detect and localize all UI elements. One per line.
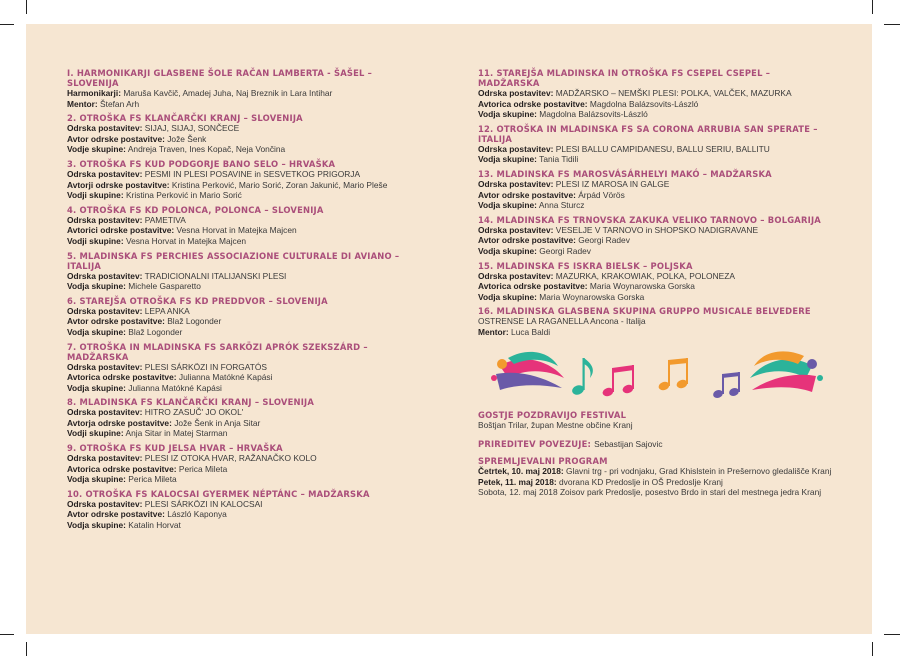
crop-mark	[26, 0, 27, 14]
info-value: MAZURKA, KRAKOWIAK, POLKA, POLONEZA	[555, 270, 735, 281]
info-row	[478, 246, 833, 257]
crop-mark	[872, 642, 873, 656]
info-value: Maria Woynarowska Gorska	[539, 291, 645, 302]
info-label: Avtor odrske postavitve:	[67, 509, 165, 520]
info-value: Georgi Radev	[578, 235, 630, 246]
ensemble-entry	[478, 68, 833, 120]
info-label: Odrska postavitev:	[478, 224, 554, 235]
info-value: OSTRENSE LA RAGANELLA Ancona - Italija	[478, 316, 646, 327]
info-value: SIJAJ, SIJAJ, SONČECE	[144, 123, 240, 134]
info-row	[478, 477, 833, 488]
crop-mark	[884, 24, 900, 25]
ensemble-list-right	[478, 68, 833, 338]
ensemble-title: 14. MLADINSKA FS TRNOVSKA ZAKUKA VELIKO TARNOVO – BOLGARIJA	[478, 214, 821, 225]
info-value: Maria Woynarowska Gorska	[589, 281, 695, 292]
closing-section	[478, 410, 833, 498]
ensemble-title: PRIREDITEV POVEZUJE:	[478, 439, 592, 450]
info-row	[478, 154, 833, 165]
ensemble-entry	[478, 410, 833, 431]
info-value: PLESI BALLU CAMPIDANESU, BALLU SERIU, BALLITU	[555, 143, 770, 154]
crop-mark	[26, 642, 27, 656]
info-row	[67, 190, 423, 201]
info-label: Odrska postavitev:	[67, 453, 143, 464]
info-value: Vesna Horvat in Matejka Majcen	[176, 225, 297, 236]
info-label: Vodja skupine:	[478, 245, 537, 256]
info-row	[67, 474, 423, 485]
ensemble-entry	[67, 397, 423, 439]
ensemble-entry	[67, 443, 423, 485]
info-value: TRADICIONALNI ITALIJANSKI PLESI	[144, 270, 287, 281]
info-label: Mentor:	[67, 98, 98, 109]
info-label: Harmonikarji:	[67, 88, 121, 98]
info-value: Blaž Logonder	[128, 326, 183, 337]
crop-mark	[872, 0, 873, 14]
info-value: MADŽARSKO – NEMŠKI PLESI: POLKA, VALČEK, MAZURKA	[555, 88, 792, 98]
info-label: Vodja skupine:	[67, 474, 126, 485]
info-row	[67, 88, 423, 99]
info-row	[478, 271, 833, 282]
info-label: Avtorja odrske postavitve:	[67, 417, 172, 428]
swirl-right-icon	[750, 351, 823, 392]
ensemble-entry	[478, 124, 833, 165]
info-value: Boštjan Trilar, župan Mestne občine Kranj	[478, 419, 633, 430]
info-value: Tania Tidili	[539, 154, 579, 165]
info-label: Odrska postavitev:	[478, 270, 554, 281]
ensemble-entry	[67, 113, 423, 155]
info-row	[67, 418, 423, 429]
info-value: Katalin Horvat	[128, 520, 181, 531]
info-label: Avtor odrske postavitve:	[478, 189, 576, 200]
info-row	[478, 235, 833, 246]
info-label: Odrska postavitev:	[67, 270, 143, 281]
info-value: Kristina Perković in Mario Sorić	[125, 190, 242, 201]
info-row	[478, 420, 833, 431]
info-label: Vodji skupine:	[67, 428, 124, 439]
info-value: Michele Gasparetto	[128, 281, 201, 292]
info-value: Maruša Kavčič, Amadej Juha, Naj Breznik in Lara Intihar	[123, 88, 333, 98]
info-row	[478, 292, 833, 303]
decoration-graphic	[478, 344, 833, 404]
info-label: Mentor:	[478, 326, 509, 337]
info-row	[67, 123, 423, 134]
info-row	[67, 327, 423, 338]
ensemble-entry	[478, 169, 833, 211]
info-label: Odrska postavitev:	[67, 305, 143, 316]
swirl-left-icon	[491, 351, 564, 389]
info-label: Vodja skupine:	[67, 326, 126, 337]
info-value: Magdolna Balázsovits-László	[539, 109, 648, 120]
ensemble-entry	[67, 489, 423, 531]
info-value: Luca Baldi	[511, 326, 551, 337]
info-label: Odrska postavitev:	[478, 88, 554, 98]
info-value: PLESI IZ OTOKA HVAR, RAŽANAČKO KOLO	[144, 453, 317, 464]
ensemble-title: 5. MLADINSKA FS PERCHIES ASSOCIAZIONE CULTURALE DI AVIANO – ITALIJA	[67, 250, 400, 271]
info-value: Vesna Horvat in Matejka Majcen	[125, 235, 247, 246]
info-value: Julianna Matókné Kapási	[178, 372, 273, 383]
info-row	[67, 281, 423, 292]
ensemble-title: 10. OTROŠKA FS KALOCSAI GYERMEK NÉPTÁNC – MADŽARSKA	[67, 488, 370, 499]
ensemble-entry	[478, 261, 833, 303]
info-row	[67, 306, 423, 317]
ensemble-entry	[478, 306, 833, 337]
info-value: PAMETIVA	[144, 214, 186, 225]
info-value: Jože Šenk	[167, 133, 207, 144]
info-value: Magdolna Balázsovits-László	[589, 98, 699, 109]
info-row	[478, 327, 833, 338]
ensemble-entry	[67, 296, 423, 338]
info-label: Odrska postavitev:	[67, 498, 143, 509]
info-row	[67, 407, 423, 418]
ensemble-title: 8. MLADINSKA FS KLANČARČKI KRANJ – SLOVENIJA	[67, 397, 315, 408]
info-label: Odrska postavitev:	[67, 361, 143, 372]
info-label: Avtor odrske postavitve:	[67, 316, 165, 327]
ensemble-title: 6. STAREJŠA OTROŠKA FS KD PREDDVOR – SLOVENIJA	[67, 295, 328, 306]
music-decoration	[478, 344, 833, 404]
info-value: Blaž Logonder	[167, 316, 222, 327]
info-label: Avtorica odrske postavitve:	[478, 98, 588, 109]
ensemble-entry	[67, 159, 423, 201]
info-row	[478, 99, 833, 110]
info-label: Vodja skupine:	[67, 281, 126, 292]
info-label: Vodji skupine:	[67, 190, 124, 201]
info-label: Avtorica odrske postavitve:	[67, 372, 177, 383]
info-row	[67, 180, 423, 191]
info-row	[67, 464, 423, 475]
info-label: Vodja skupine:	[478, 291, 537, 302]
info-value: LEPA ANKA	[144, 305, 190, 316]
info-row	[67, 215, 423, 226]
info-row	[67, 134, 423, 145]
ensemble-title: I. HARMONIKARJI GLASBENE ŠOLE RAČAN LAMBERTA - ŠAŠEL – SLOVENIJA	[67, 68, 373, 88]
info-label: Odrska postavitev:	[67, 407, 143, 418]
info-label: Avtor odrske postavitve:	[67, 133, 165, 144]
info-label: Odrska postavitev:	[478, 143, 554, 154]
ensemble-title: 9. OTROŠKA FS KUD JELSA HVAR – HRVAŠKA	[67, 443, 283, 454]
info-row	[67, 453, 423, 464]
info-row	[67, 372, 423, 383]
info-row	[67, 236, 423, 247]
info-label: Avtorji odrske postavitve:	[67, 179, 170, 190]
info-value: Andreja Traven, Ines Kopač, Neja Vončina	[127, 144, 286, 155]
ensemble-entry	[67, 205, 423, 247]
music-note-green-icon	[571, 358, 593, 396]
info-row	[478, 281, 833, 292]
ensemble-entry	[67, 251, 423, 292]
info-value: PESMI IN PLESI POSAVINE in SESVETKOG PRIGORJA	[144, 168, 361, 179]
ensemble-title: 15. MLADINSKA FS ISKRA BIELSK – POLJSKA	[478, 260, 693, 271]
ensemble-entry	[478, 456, 833, 498]
info-row	[67, 169, 423, 180]
ensemble-title: 7. OTROŠKA IN MLADINSKA FS SARKÖZI APRÓK SZEKSZÁRD – MADŽARSKA	[67, 341, 368, 362]
ensemble-title: 11. STAREJŠA MLADINSKA IN OTROŠKA FS CSEPEL CSEPEL – MADŽARSKA	[478, 68, 771, 88]
music-note-orange-icon	[657, 358, 688, 392]
info-value: Anja Sitar in Matej Starman	[125, 428, 228, 439]
info-row	[67, 383, 423, 394]
info-label: Vodja skupine:	[478, 154, 537, 165]
info-label: Odrska postavitev:	[478, 178, 554, 189]
ensemble-title: 2. OTROŠKA FS KLANČARČKI KRANJ – SLOVENIJA	[67, 113, 303, 124]
info-row	[478, 88, 833, 99]
music-note-purple-icon	[712, 372, 740, 399]
info-value: Julianna Matókné Kapási	[128, 382, 222, 393]
info-row	[67, 144, 423, 155]
info-label: Avtorici odrske postavitve:	[67, 225, 175, 236]
left-column	[67, 68, 423, 535]
ensemble-title: 4. OTROŠKA FS KD POLONCA, POLONCA – SLOVENIJA	[67, 204, 324, 215]
ensemble-title: GOSTJE POZDRAVIJO FESTIVAL	[478, 409, 627, 420]
info-row	[478, 144, 833, 155]
info-row	[67, 225, 423, 236]
ensemble-title: 12. OTROŠKA IN MLADINSKA FS SA CORONA ARRUBIA SAN SPERATE – ITALIJA	[478, 123, 818, 144]
info-value: Štefan Arh	[100, 98, 140, 109]
ensemble-entry	[478, 434, 833, 452]
info-value: Perica Mileta	[178, 463, 228, 474]
info-value: Perica Mileta	[128, 474, 177, 485]
info-value: PLESI IZ MAROSA IN GALGE	[555, 178, 670, 189]
info-row	[67, 362, 423, 373]
info-value: Georgi Radev	[539, 245, 591, 256]
host-name: Sebastijan Sajovic	[594, 439, 663, 450]
info-label: Odrska postavitev:	[67, 168, 143, 179]
ensemble-entry	[67, 68, 423, 109]
ensemble-title: SPREMLJEVALNI PROGRAM	[478, 456, 608, 467]
info-row	[478, 190, 833, 201]
info-value: Sobota, 12. maj 2018 Zoisov park Predoslje, posestvo Brdo in stari del mestnega jedra Kranj	[478, 487, 822, 498]
info-label: Odrska postavitev:	[67, 123, 143, 134]
info-row	[67, 428, 423, 439]
info-row	[478, 225, 833, 236]
info-row	[67, 499, 423, 510]
info-label: Vodja skupine:	[478, 109, 537, 120]
info-label: Vodja skupine:	[67, 382, 126, 393]
info-label: Vodje skupine:	[67, 144, 126, 155]
ensemble-title: 13. MLADINSKA FS MAROSVÁSÁRHELYI MAKÓ – MADŽARSKA	[478, 168, 772, 179]
info-label: Avtor odrske postavitve:	[478, 235, 576, 246]
info-value: HITRO ZASUČ' JO OKOL'	[144, 407, 244, 418]
info-value: László Kaponya	[167, 509, 227, 520]
ensemble-entry	[67, 342, 423, 394]
info-label: Četrtek, 10. maj 2018:	[478, 466, 564, 477]
info-value: Glavni trg - pri vodnjaku, Grad Khislstein in Prešernovo gledališče Kranj	[566, 466, 832, 477]
info-value: PLESI SÁRKÖZI IN FORGATÓS	[144, 361, 267, 372]
info-label: Odrska postavitev:	[67, 214, 143, 225]
info-value: Jože Šenk in Anja Sitar	[174, 417, 261, 428]
info-value: Anna Sturcz	[538, 200, 585, 211]
info-row	[67, 271, 423, 282]
info-row	[478, 200, 833, 211]
info-row	[478, 316, 833, 327]
info-label: Vodja skupine:	[67, 520, 126, 531]
ensemble-title: 16. MLADINSKA GLASBENA SKUPINA GRUPPO MUSICALE BELVEDERE	[478, 306, 811, 317]
ensemble-entry	[478, 215, 833, 257]
info-value: VESELJE V TARNOVO in SHOPSKO NADIGRAVANE	[555, 224, 759, 235]
ensemble-title: 3. OTROŠKA FS KUD PODGORJE BANO SELO – HRVAŠKA	[67, 158, 336, 169]
info-value: PLESI SÁRKÖZI IN KALOCSAI	[144, 498, 263, 509]
music-note-pink-icon	[601, 365, 634, 398]
info-row	[478, 466, 833, 477]
info-label: Avtorica odrske postavitve:	[67, 463, 177, 474]
crop-mark	[0, 24, 14, 25]
info-row	[67, 316, 423, 327]
info-label: Avtorica odrske postavitve:	[478, 281, 588, 292]
info-value: dvorana KD Predoslje in OŠ Predoslje Kranj	[559, 476, 723, 487]
crop-mark	[0, 634, 14, 635]
info-value: Kristina Perković, Mario Sorić, Zoran Jakunić, Mario Pleše	[171, 179, 388, 190]
info-label: Vodji skupine:	[67, 235, 124, 246]
crop-mark	[884, 634, 900, 635]
info-label: Petek, 11. maj 2018:	[478, 476, 557, 487]
right-column	[478, 68, 833, 502]
info-row	[478, 487, 833, 498]
info-value: Árpád Vörös	[578, 189, 625, 200]
info-row	[478, 109, 833, 120]
info-row	[67, 509, 423, 520]
info-row	[67, 99, 423, 110]
info-row	[67, 520, 423, 531]
info-row	[478, 179, 833, 190]
info-label: Vodja skupine:	[478, 200, 537, 211]
